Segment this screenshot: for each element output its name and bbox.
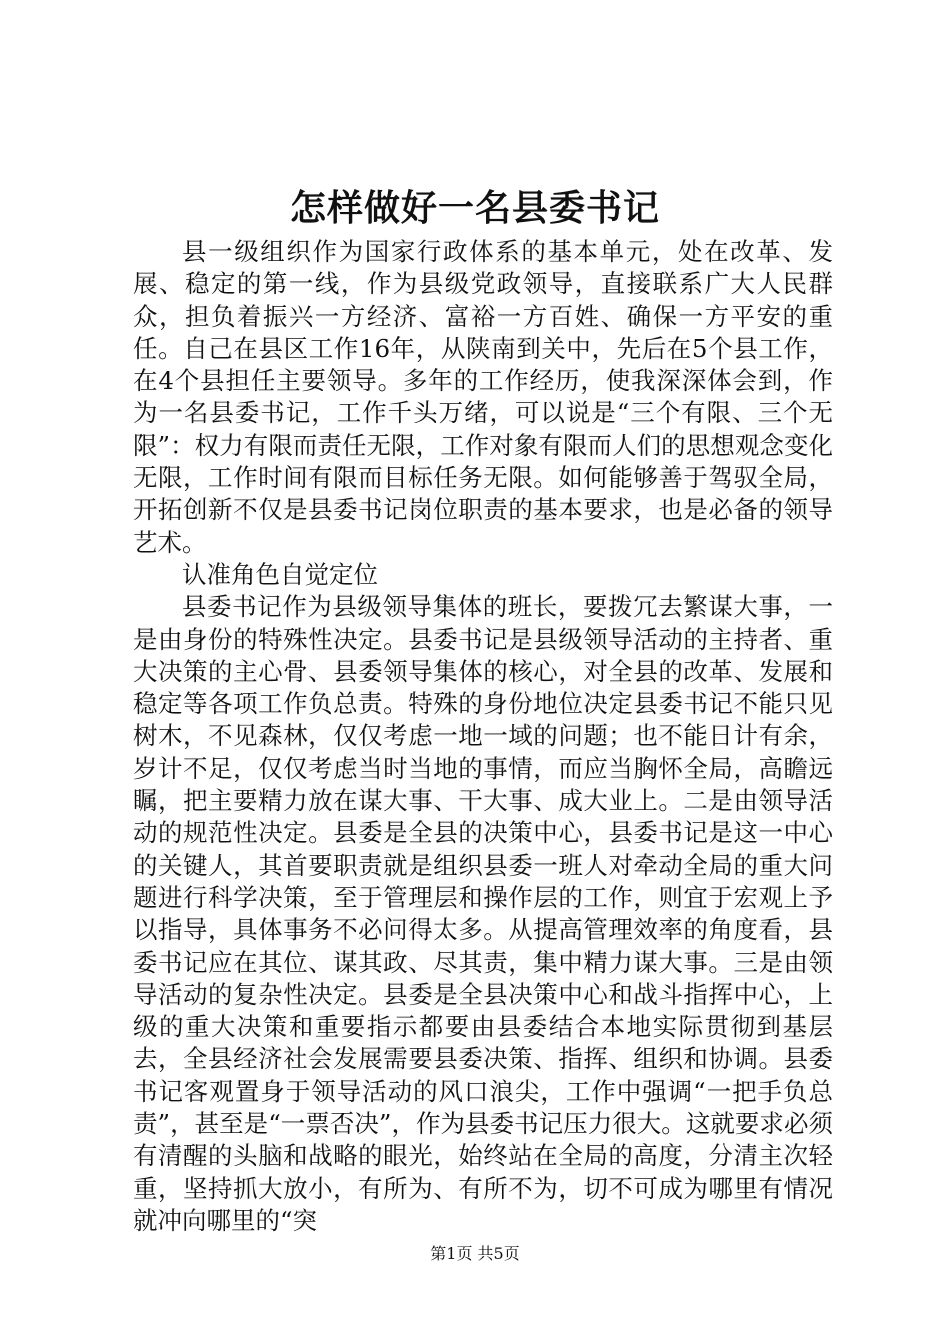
section-heading: 认准角色自觉定位 — [182, 559, 378, 589]
paragraph-intro: 县一级组织作为国家行政体系的基本单元，处在改革、发展、稳定的第一线，作为县级党政领导，直接联系广大人民群众，担负着振兴一方经济、富裕一方百姓、确保一方平安的重任。自己在县区工作16年，从陕南到关中，先后在5个县工作，在4个县担任主要领导。多年的工作经历，使我深深体会到，作为一名县委书记，工作千头万绪，可以说是“三个有限、三个无限”：权力有限而责任无限，工作对象有限而人们的思想观念变化无限，工作时间有限而目标任务无限。如何能够善于驾驭全局，开拓创新不仅是县委书记岗位职责的基本要求，也是必备的领导艺术。 — [133, 237, 833, 557]
document-title: 怎样做好一名县委书记 — [289, 187, 660, 229]
paragraph-role: 县委书记作为县级领导集体的班长，要拨冗去繁谋大事，一是由身份的特殊性决定。县委书记是县级领导活动的主持者、重大决策的主心骨、县委领导集体的核心，对全县的改革、发展和稳定等各项工作负总责。特殊的身份地位决定县委书记不能只见树木，不见森林，仅仅考虑一地一域的问题；也不能日计有余，岁计不足，仅仅考虑当时当地的事情，而应当胸怀全局，高瞻远瞩，把主要精力放在谋大事、干大事、成大业上。二是由领导活动的规范性决定。县委是全县的决策中心，县委书记是这一中心的关键人，其首要职责就是组织县委一班人对牵动全局的重大问题进行科学决策，至于管理层和操作层的工作，则宜于宏观上予以指导，具体事务不必问得太多。从提高管理效率的角度看，县委书记应在其位、谋其政、尽其责，集中精力谋大事。三是由领导活动的复杂性决定。县委是全县决策中心和战斗指挥中心，上级的重大决策和重要指示都要由县委结合本地实际贯彻到基层去，全县经济社会发展需要县委决策、指挥、组织和协调。县委书记客观置身于领导活动的风口浪尖，工作中强调“一把手负总责”，甚至是“一票否决”，作为县委书记压力很大。这就要求必须有清醒的头脑和战略的眼光，始终站在全局的高度，分清主次轻重，坚持抓大放小，有所为、有所不为，切不可成为哪里有情况就冲向哪里的“突 — [133, 592, 833, 1235]
document-body — [133, 236, 833, 1237]
page-number-footer: 第1页 共5页 — [430, 1244, 520, 1263]
